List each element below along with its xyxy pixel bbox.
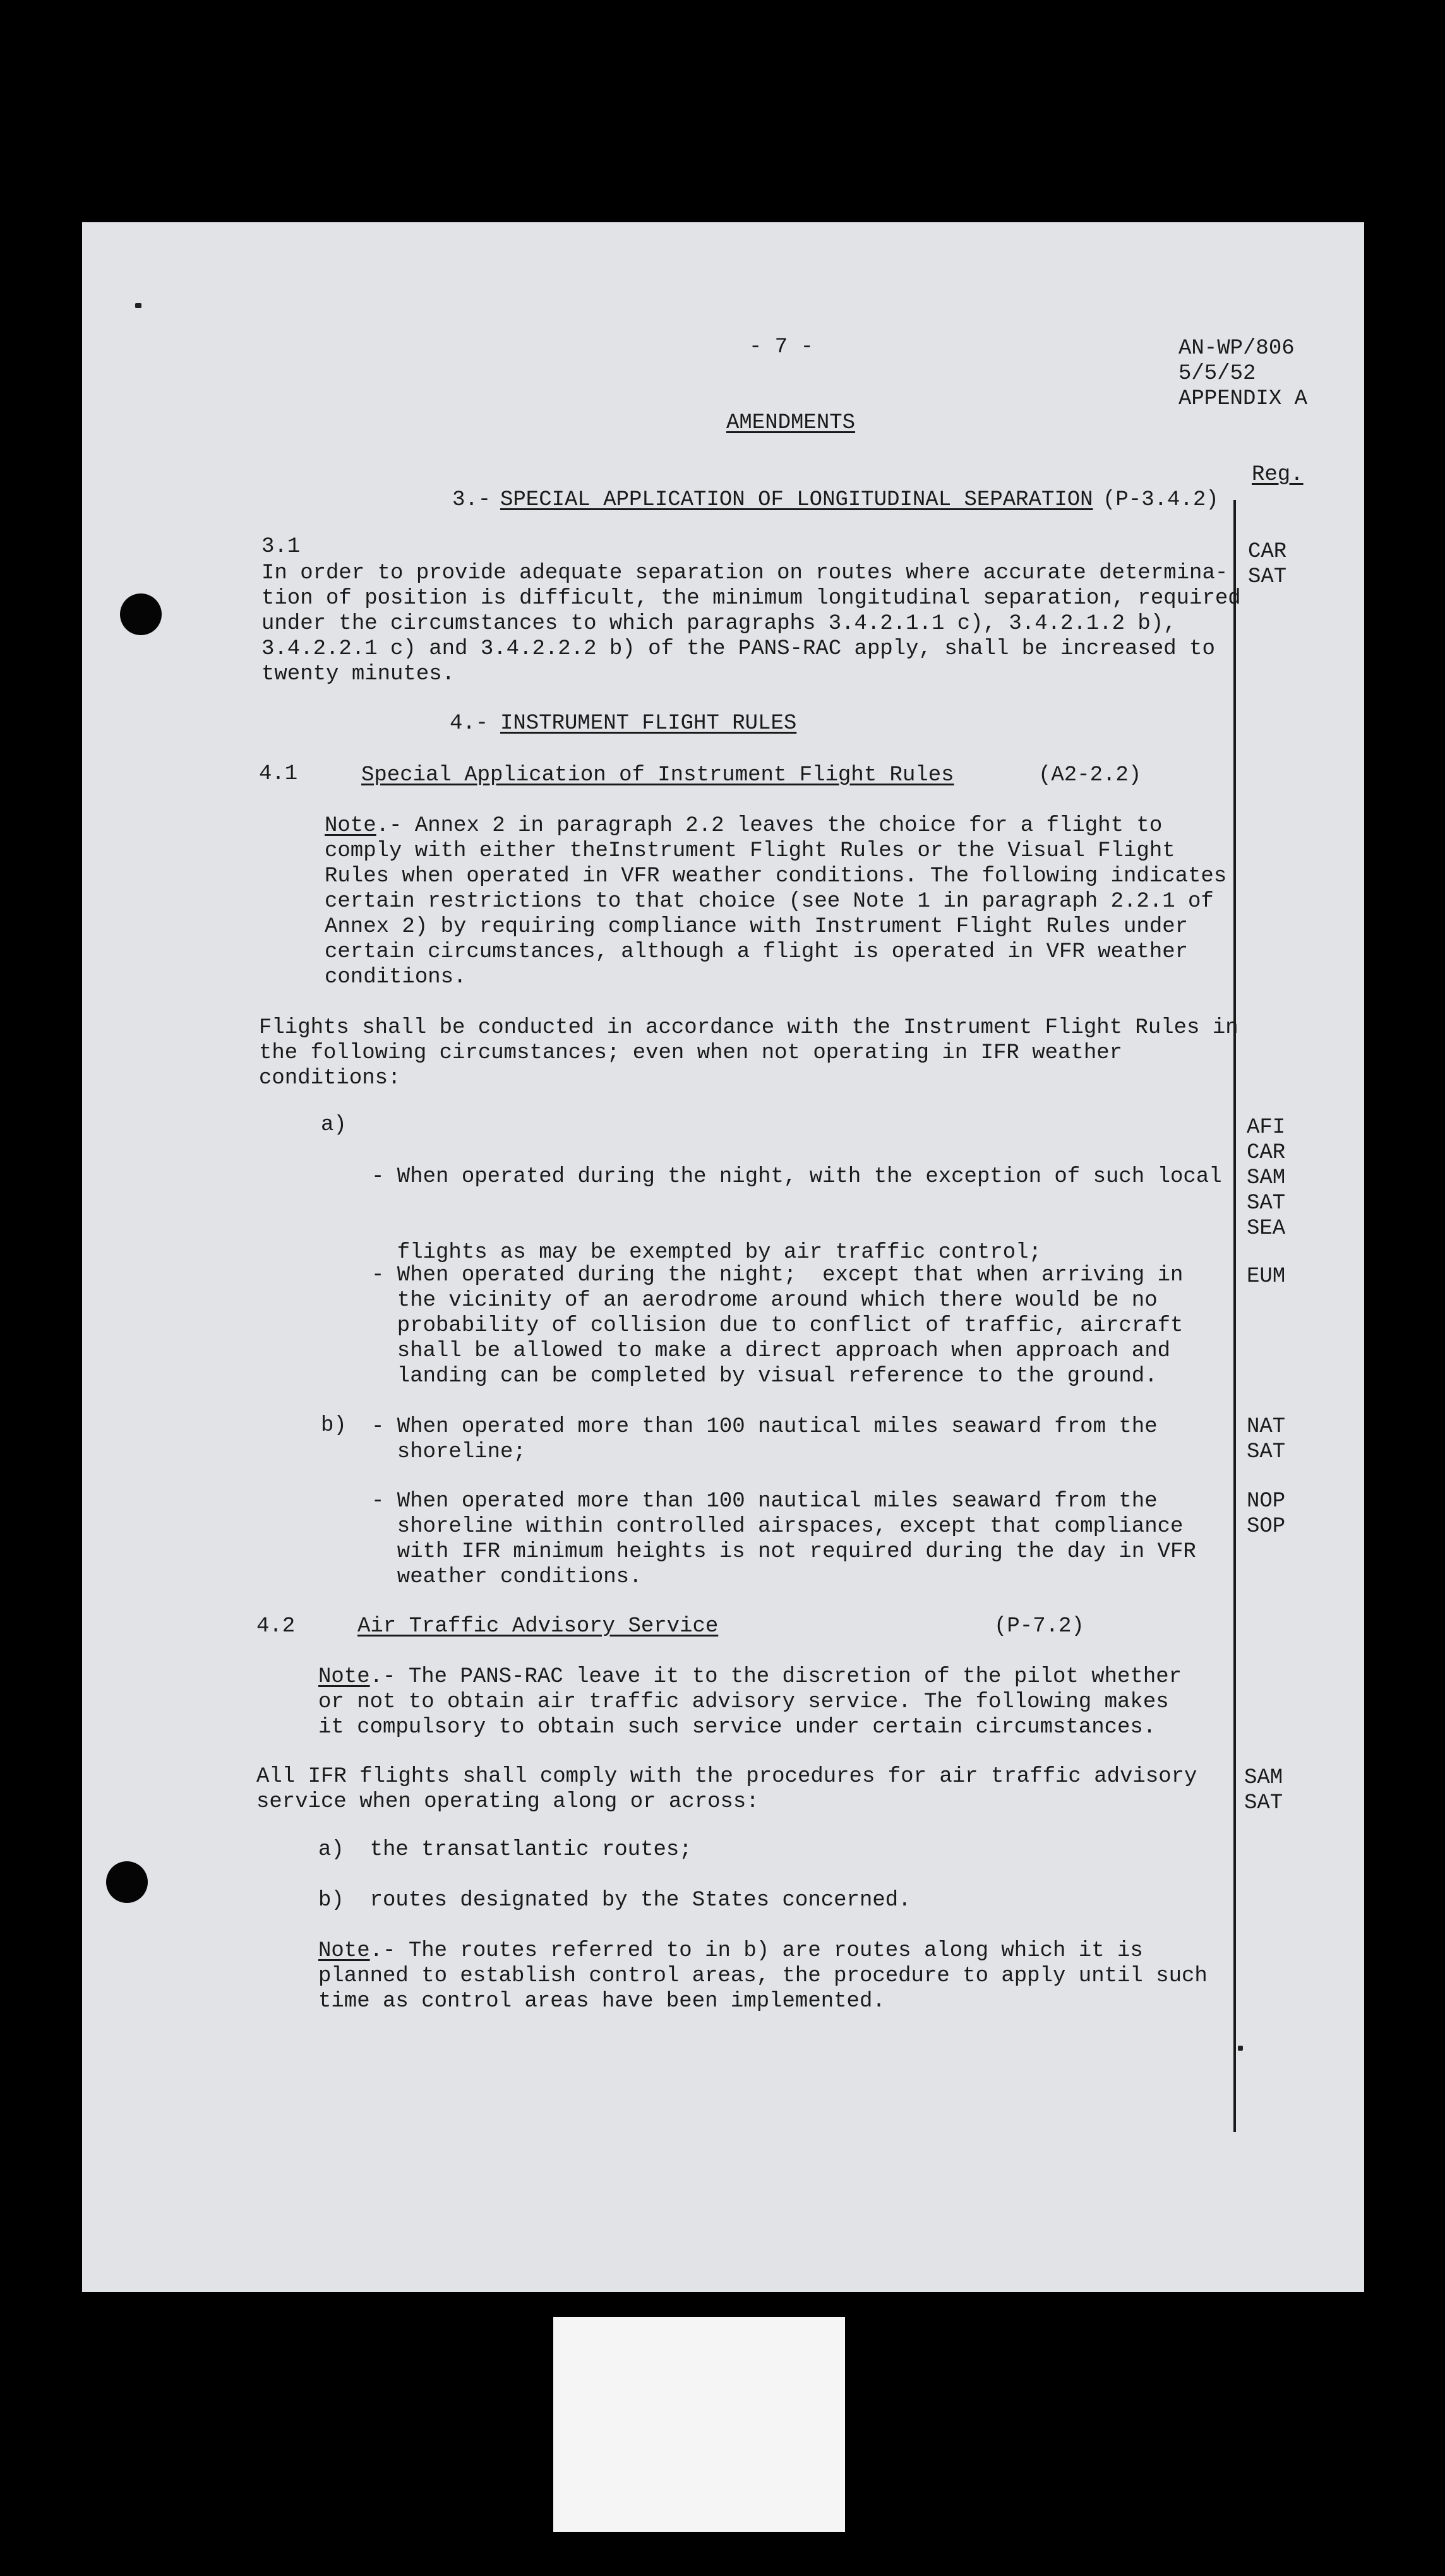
reg-codes-b2: NOP SOP — [1247, 1489, 1286, 1539]
reg-column-rule — [1233, 500, 1236, 2132]
note-2-label: Note — [318, 1665, 370, 1689]
item-a1-text: - When operated during the night, with the exception of such local flights as may be exempted by air traffic control; — [371, 1165, 1222, 1265]
note-1-label: Note — [325, 814, 376, 838]
section4-number: 4.- — [450, 712, 489, 736]
page-number: - 7 - — [749, 335, 814, 359]
page-title: AMENDMENTS — [726, 411, 856, 435]
appendix-label: APPENDIX A — [1178, 387, 1308, 411]
all-ifr-paragraph: All IFR flights shall comply with the procedures for air traffic advisory service when operating along or across: — [256, 1765, 1197, 1814]
para-3-1-text: In order to provide adequate separation on routes where accurate determina- tion of position is difficult, the minimum longitudinal separation, required under the circumstances to which paragraphs 3.4.2.1.1 c), 3.4.2.1.2 b), 3.4.2.2.1 c) and 3.4.2.2.2 b) of the PANS-RAC apply, shall be increased to twenty minutes. — [261, 561, 1241, 686]
flights-paragraph: Flights shall be conducted in accordance with the Instrument Flight Rules in the following circumstances; even when not operating in IFR weather conditions: — [259, 1016, 1238, 1090]
note-2: Note.- The PANS-RAC leave it to the discretion of the pilot whether or not to obtain air traffic advisory service. The following makes it compulsory to obtain such service under certain circumstances. — [318, 1665, 1182, 1739]
speck — [135, 303, 141, 308]
item-b1-text: - When operated more than 100 nautical miles seaward from the shoreline; — [371, 1415, 1158, 1464]
reg-column-label: Reg. — [1252, 463, 1304, 487]
para-4-2-title: Air Traffic Advisory Service — [357, 1614, 719, 1638]
doc-ref: AN-WP/806 — [1178, 337, 1295, 361]
note-3: Note.- The routes referred to in b) are routes along which it is planned to establish control areas, the procedure to apply until such time as control areas have been implemented. — [318, 1939, 1208, 2013]
list-item-a: a) the transatlantic routes; — [318, 1838, 692, 1862]
note-1: Note.- Annex 2 in paragraph 2.2 leaves the choice for a flight to comply with either theInstrument Flight Rules or the Visual Flight Rules when operated in VFR weather conditions. The following indicates certain restrictions to that choice (see Note 1 in paragraph 2.2.1 of Annex 2) by requiring compliance with Instrument Flight Rules under certain circumstances, although a flight is operated in VFR weather conditions. — [325, 814, 1227, 989]
paper-slip — [553, 2317, 845, 2532]
item-a2-text: - When operated during the night; except that when arriving in the vicinity of an aerodrome around which there would be no probability of collision due to conflict of traffic, aircraft shall be allowed to make a direct approach when approach and landing can be completed by visual reference to the ground. — [371, 1263, 1184, 1388]
reg-codes-all-ifr: SAM SAT — [1244, 1766, 1283, 1815]
section4-heading: INSTRUMENT FLIGHT RULES — [500, 712, 797, 736]
para-4-2-ref: (P-7.2) — [994, 1614, 1084, 1638]
doc-date: 5/5/52 — [1178, 362, 1256, 386]
section3-number: 3.- — [452, 488, 491, 512]
list-item-b: b) routes designated by the States concerned. — [318, 1888, 911, 1912]
para-4-2-number: 4.2 — [256, 1614, 296, 1638]
section3-heading: SPECIAL APPLICATION OF LONGITUDINAL SEPARATION — [500, 488, 1093, 512]
punch-hole — [120, 593, 162, 635]
item-b-label: b) — [321, 1414, 347, 1438]
note-3-label: Note — [318, 1939, 370, 1963]
para-4-1-title: Special Application of Instrument Flight Rules — [361, 763, 954, 787]
section3-ref: (P-3.4.2) — [1103, 488, 1219, 512]
punch-hole — [106, 1861, 148, 1903]
reg-codes-a1: AFI CAR SAM SAT SEA — [1247, 1116, 1286, 1241]
para-4-1-ref: (A2-2.2) — [1038, 763, 1142, 787]
para-3-1-number: 3.1 — [261, 535, 301, 559]
reg-codes-b1: NAT SAT — [1247, 1415, 1286, 1464]
item-b2-text: - When operated more than 100 nautical miles seaward from the shoreline within controlled airspaces, except that compliance with IFR minimum heights is not required during the day in VFR weather conditions. — [371, 1489, 1196, 1589]
item-a-label: a) — [321, 1113, 347, 1137]
para-4-1-number: 4.1 — [259, 762, 298, 786]
reg-codes-3-1: CAR SAT — [1248, 540, 1287, 589]
reg-codes-a2: EUM — [1247, 1265, 1286, 1289]
speck — [1238, 2046, 1243, 2051]
